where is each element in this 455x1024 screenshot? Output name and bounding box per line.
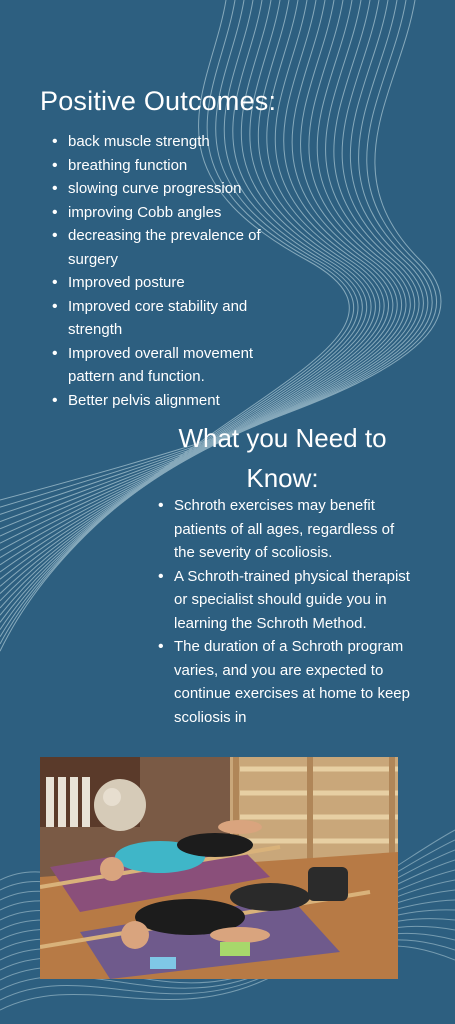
list-item: • decreasing the prevalence of surgery (52, 224, 302, 271)
list-item: • Improved overall movement pattern and function. (52, 342, 302, 389)
list-item: • Improved core stability and strength (52, 295, 302, 342)
positive-outcomes-list (52, 130, 302, 412)
list-item: • Schroth exercises may benefit patients of all ages, regardless of the severity of scoliosis. (158, 494, 416, 565)
list-item: • breathing function (52, 154, 302, 178)
list-item: • Better pelvis alignment (52, 389, 302, 413)
list-item: • Improved posture (52, 271, 302, 295)
positive-outcomes-title: Positive Outcomes: (40, 86, 277, 116)
list-item: • The duration of a Schroth program varies, and you are expected to continue exercises at home to keep scoliosis in (158, 635, 416, 729)
schroth-exercise-photo (40, 757, 398, 979)
what-you-need-title: What you Need to Know: (178, 423, 387, 493)
list-item: • improving Cobb angles (52, 201, 302, 225)
what-you-need-list (158, 494, 416, 729)
list-item: • back muscle strength (52, 130, 302, 154)
list-item: • slowing curve progression (52, 177, 302, 201)
list-item: • A Schroth-trained physical therapist or specialist should guide you in learning the Schroth Method. (158, 565, 416, 636)
